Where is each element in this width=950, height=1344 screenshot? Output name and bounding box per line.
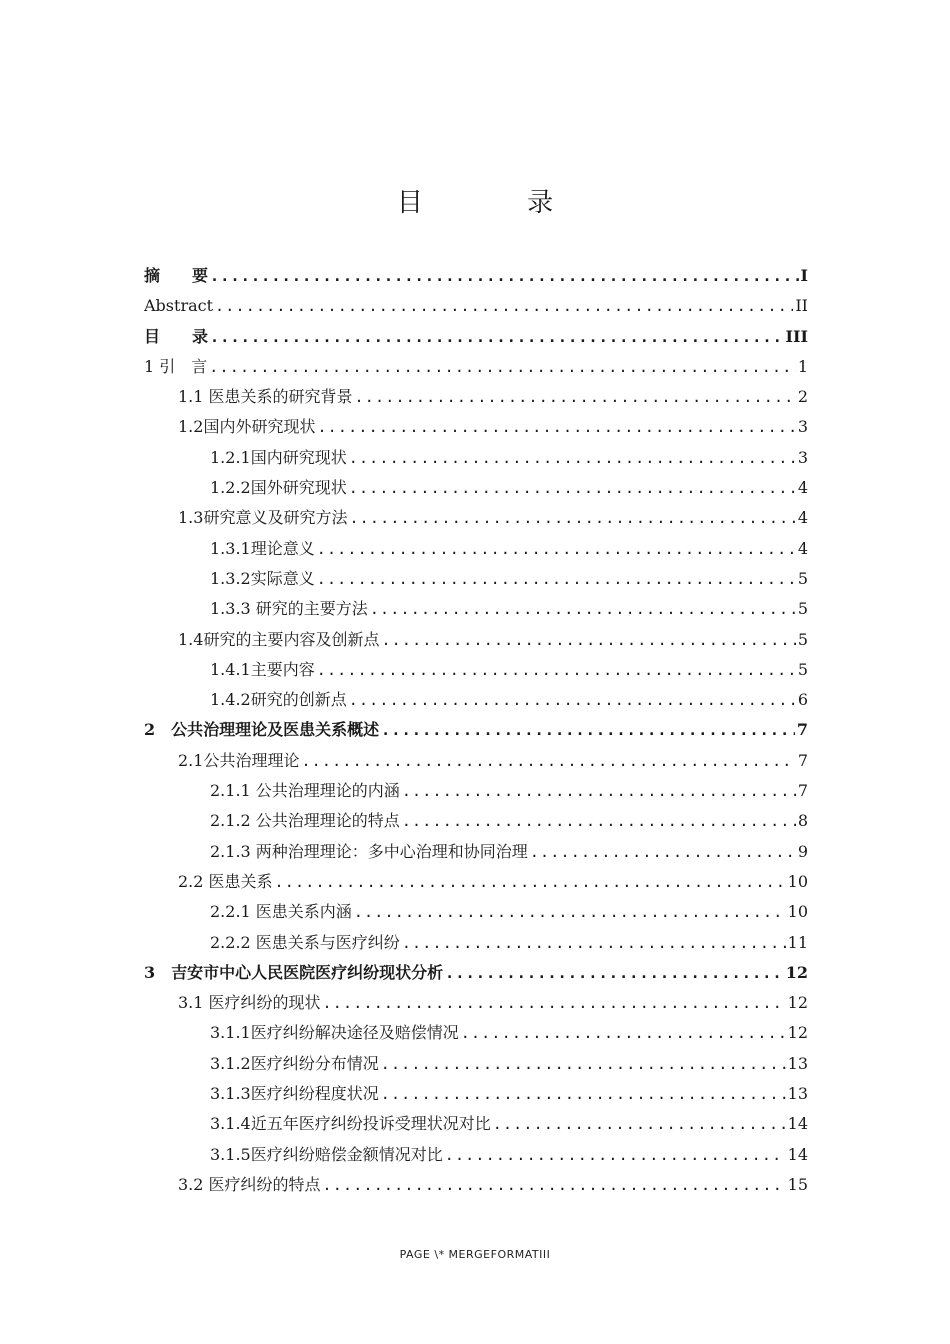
toc-entry-page-number: I (800, 266, 808, 285)
toc-dot-leader (210, 261, 799, 291)
toc-dot-leader (215, 291, 793, 321)
toc-dot-leader (323, 1170, 786, 1200)
toc-dot-leader (461, 1018, 786, 1048)
toc-dot-leader (317, 534, 796, 564)
toc-dot-leader (493, 1109, 786, 1139)
toc-dot-leader (301, 746, 795, 776)
page-footer: PAGE \* MERGEFORMATIII (399, 1248, 551, 1261)
toc-entry-page-number: 15 (787, 1174, 808, 1194)
toc-entry-page-number: III (785, 326, 808, 346)
toc-entry[interactable] (144, 1079, 808, 1109)
toc-entry-label: 3.2 医疗纠纷的特点 (178, 1174, 321, 1194)
toc-entry[interactable] (144, 382, 808, 412)
page-title: 目 录 (396, 188, 602, 218)
toc-entry-page-number: 13 (787, 1084, 808, 1104)
toc-entry[interactable] (144, 867, 808, 897)
toc-entry-label: 1.4研究的主要内容及创新点 (178, 629, 380, 649)
toc-entry-page-number: 6 (797, 690, 808, 710)
toc-entry[interactable] (144, 625, 808, 655)
toc-entry[interactable] (144, 564, 808, 594)
toc-entry-page-number: 5 (797, 568, 808, 588)
toc-dot-leader (530, 837, 796, 867)
toc-entry-label: 3.1.3医疗纠纷程度状况 (210, 1084, 379, 1104)
toc-dot-leader (349, 503, 795, 533)
toc-entry[interactable] (144, 322, 808, 352)
toc-entry[interactable] (144, 958, 808, 988)
toc-entry-label: 1.3.1理论意义 (210, 538, 315, 558)
toc-entry-label: 1 引 言 (144, 356, 208, 376)
toc-entry[interactable] (144, 534, 808, 564)
toc-dot-leader (275, 867, 786, 897)
toc-dot-leader (445, 1140, 786, 1170)
toc-entry-label: 3.1 医疗纠纷的现状 (178, 993, 321, 1013)
toc-entry-page-number: 11 (787, 932, 808, 952)
toc-dot-leader (317, 412, 795, 442)
toc-entry[interactable] (144, 685, 808, 715)
toc-dot-leader (323, 988, 786, 1018)
toc-entry-page-number: 2 (797, 387, 808, 407)
toc-entry[interactable] (144, 837, 808, 867)
toc-entry-page-number: 14 (787, 1144, 808, 1164)
toc-dot-leader (317, 564, 796, 594)
toc-entry-label: 2.1.2 公共治理理论的特点 (210, 811, 400, 831)
toc-entry-label: 目 录 (144, 326, 209, 346)
toc-entry-page-number: 3 (797, 447, 808, 467)
toc-entry-label: 1.1 医患关系的研究背景 (178, 387, 353, 407)
toc-entry-label: 1.2国内外研究现状 (178, 417, 316, 437)
toc-dot-leader (381, 715, 795, 745)
toc-entry-page-number: 9 (797, 841, 808, 861)
toc-dot-leader (370, 594, 796, 624)
toc-entry[interactable] (144, 443, 808, 473)
toc-entry-page-number: 4 (797, 538, 808, 558)
toc-entry-label: 2.1.1 公共治理理论的内涵 (210, 781, 400, 801)
toc-dot-leader (349, 473, 796, 503)
toc-entry-label: 1.4.2研究的创新点 (210, 690, 347, 710)
toc-entry-label: Abstract (144, 296, 214, 316)
toc-entry-page-number: 7 (797, 781, 808, 801)
toc-entry[interactable] (144, 806, 808, 836)
toc-entry[interactable] (144, 988, 808, 1018)
toc-entry[interactable] (144, 473, 808, 503)
toc-entry[interactable] (144, 897, 808, 927)
toc-dot-leader (210, 322, 784, 352)
toc-dot-leader (209, 352, 796, 382)
toc-entry-label: 1.3.2实际意义 (210, 568, 315, 588)
toc-entry[interactable] (144, 746, 808, 776)
toc-entry-label: 摘 要 (144, 266, 209, 285)
toc-entry[interactable] (144, 1170, 808, 1200)
toc-dot-leader (349, 443, 796, 473)
toc-entry-page-number: 4 (797, 478, 808, 498)
toc-dot-leader (349, 685, 796, 715)
toc-dot-leader (354, 897, 786, 927)
toc-entry-page-number: 14 (787, 1114, 808, 1134)
toc-entry-label: 1.3研究意义及研究方法 (178, 508, 348, 528)
toc-entry-label: 3.1.2医疗纠纷分布情况 (210, 1053, 379, 1073)
toc-entry-label: 1.3.3 研究的主要方法 (210, 599, 368, 619)
toc-entry-label: 3.1.1医疗纠纷解决途径及赔偿情况 (210, 1023, 459, 1043)
toc-entry[interactable] (144, 776, 808, 806)
toc-entry[interactable] (144, 503, 808, 533)
toc-entry[interactable] (144, 1140, 808, 1170)
toc-entry[interactable] (144, 928, 808, 958)
toc-entry-page-number: 12 (787, 1023, 808, 1043)
toc-entry-page-number: II (795, 296, 808, 316)
toc-entry-label: 3.1.5医疗纠纷赔偿金额情况对比 (210, 1144, 443, 1164)
toc-entry[interactable] (144, 1049, 808, 1079)
toc-entry-label: 2.1公共治理理论 (178, 750, 300, 770)
toc-entry-page-number: 5 (797, 629, 808, 649)
toc-entry-label: 2 公共治理理论及医患关系概述 (144, 720, 380, 740)
toc-entry-label: 2.1.3 两种治理理论：多中心治理和协同治理 (210, 841, 528, 861)
toc-dot-leader (402, 806, 796, 836)
toc-dot-leader (381, 625, 795, 655)
toc-entry[interactable] (144, 412, 808, 442)
toc-entry-page-number: 12 (787, 993, 808, 1013)
toc-entry-label: 3.1.4近五年医疗纠纷投诉受理状况对比 (210, 1114, 491, 1134)
toc-entry-page-number: 4 (797, 508, 808, 528)
toc-entry-page-number: 3 (797, 417, 808, 437)
toc-entry[interactable] (144, 1109, 808, 1139)
toc-dot-leader (381, 1079, 786, 1109)
toc-entry[interactable] (144, 291, 808, 321)
toc-entry-page-number: 5 (797, 599, 808, 619)
toc-entry-label: 2.2.2 医患关系与医疗纠纷 (210, 932, 400, 952)
toc-entry-page-number: 10 (787, 902, 808, 922)
toc-dot-leader (381, 1049, 786, 1079)
toc-entry-label: 1.4.1主要内容 (210, 659, 315, 679)
toc-dot-leader (355, 382, 796, 412)
toc-entry-page-number: 5 (797, 659, 808, 679)
toc-entry[interactable] (144, 1018, 808, 1048)
toc-entry-page-number: 13 (787, 1053, 808, 1073)
toc-entry-label: 2.2 医患关系 (178, 871, 273, 891)
toc-entry[interactable] (144, 715, 808, 745)
toc-entry-label: 3 吉安市中心人民医院医疗纠纷现状分析 (144, 962, 444, 982)
toc-entry-page-number: 7 (796, 720, 808, 740)
toc-entry-page-number: 10 (787, 871, 808, 891)
toc-entry-page-number: 8 (797, 811, 808, 831)
table-of-contents (144, 261, 808, 1200)
toc-dot-leader (402, 928, 786, 958)
toc-entry[interactable] (144, 261, 808, 291)
toc-entry-page-number: 12 (785, 962, 808, 982)
toc-entry-page-number: 1 (797, 356, 808, 376)
toc-entry-page-number: 7 (797, 750, 808, 770)
toc-entry-label: 1.2.2国外研究现状 (210, 478, 347, 498)
toc-entry-label: 2.2.1 医患关系内涵 (210, 902, 352, 922)
toc-dot-leader (445, 958, 784, 988)
toc-entry[interactable] (144, 352, 808, 382)
toc-entry[interactable] (144, 655, 808, 685)
toc-dot-leader (317, 655, 796, 685)
toc-dot-leader (402, 776, 796, 806)
toc-entry[interactable] (144, 594, 808, 624)
toc-entry-label: 1.2.1国内研究现状 (210, 447, 347, 467)
